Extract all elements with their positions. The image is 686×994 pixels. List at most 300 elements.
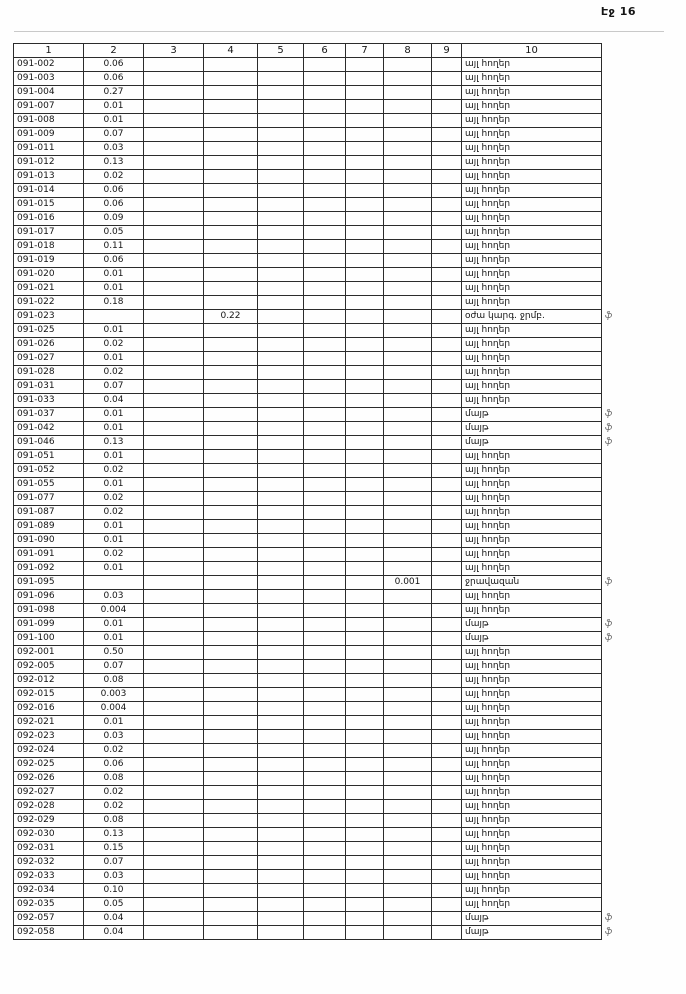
margin-note: ֆ	[605, 619, 613, 629]
cell-col8	[384, 450, 432, 464]
cell-col5	[258, 660, 304, 674]
cell-col2: 0.05	[84, 226, 144, 240]
cell-col5	[258, 86, 304, 100]
cell-col2: 0.01	[84, 632, 144, 646]
cell-col9	[432, 506, 462, 520]
cell-col8	[384, 212, 432, 226]
cell-col5	[258, 772, 304, 786]
cell-col7	[346, 730, 384, 744]
cell-col4	[204, 702, 258, 716]
cell-col4	[204, 464, 258, 478]
cell-col6	[304, 170, 346, 184]
cell-col6	[304, 688, 346, 702]
cell-col4	[204, 576, 258, 590]
cell-col4	[204, 226, 258, 240]
table-row	[14, 576, 620, 590]
cell-col2: 0.04	[84, 394, 144, 408]
cell-col1: 091-011	[14, 142, 84, 156]
cell-col1: 092-005	[14, 660, 84, 674]
cell-col3	[144, 58, 204, 72]
cell-col6	[304, 478, 346, 492]
cell-col9	[432, 156, 462, 170]
cell-col3	[144, 352, 204, 366]
cell-col2	[84, 310, 144, 324]
cell-col1: 092-021	[14, 716, 84, 730]
cell-col8	[384, 814, 432, 828]
cell-col8	[384, 478, 432, 492]
cell-col7	[346, 100, 384, 114]
cell-col5	[258, 156, 304, 170]
cell-col5	[258, 380, 304, 394]
cell-col9	[432, 408, 462, 422]
cell-col10: այլ հողեր	[462, 660, 602, 674]
cell-col3	[144, 296, 204, 310]
cell-col2: 0.01	[84, 618, 144, 632]
cell-col8	[384, 604, 432, 618]
cell-col4	[204, 534, 258, 548]
cell-col7	[346, 772, 384, 786]
cell-col2: 0.01	[84, 520, 144, 534]
cell-col8	[384, 646, 432, 660]
cell-col8	[384, 170, 432, 184]
cell-col9	[432, 842, 462, 856]
cell-col5	[258, 100, 304, 114]
cell-col3	[144, 800, 204, 814]
cell-col1: 091-095	[14, 576, 84, 590]
table-row	[14, 562, 620, 576]
cell-col8	[384, 926, 432, 940]
cell-col7	[346, 422, 384, 436]
cell-col5	[258, 492, 304, 506]
cell-col8	[384, 828, 432, 842]
cell-col3	[144, 464, 204, 478]
cell-col6	[304, 604, 346, 618]
cell-col10: այլ հողեր	[462, 184, 602, 198]
cell-col1: 091-025	[14, 324, 84, 338]
cell-col9	[432, 310, 462, 324]
cell-col8	[384, 366, 432, 380]
table-row	[14, 198, 620, 212]
cell-col9	[432, 548, 462, 562]
table-row	[14, 898, 620, 912]
cell-col10: մայթ	[462, 926, 602, 940]
cell-col9	[432, 422, 462, 436]
cell-col4	[204, 408, 258, 422]
cell-col10: մայթ	[462, 408, 602, 422]
margin-note	[602, 100, 620, 114]
margin-note	[602, 534, 620, 548]
cell-col1: 092-032	[14, 856, 84, 870]
cell-col4	[204, 828, 258, 842]
cell-col5	[258, 198, 304, 212]
cell-col5	[258, 254, 304, 268]
cell-col4	[204, 730, 258, 744]
cell-col3	[144, 142, 204, 156]
cell-col2: 0.01	[84, 268, 144, 282]
column-header-5: 5	[258, 44, 304, 58]
table-row	[14, 590, 620, 604]
cell-col9	[432, 772, 462, 786]
cell-col1: 091-015	[14, 198, 84, 212]
cell-col3	[144, 254, 204, 268]
column-header-7: 7	[346, 44, 384, 58]
cell-col8	[384, 58, 432, 72]
cell-col2: 0.09	[84, 212, 144, 226]
cell-col5	[258, 702, 304, 716]
table-row	[14, 212, 620, 226]
cell-col1: 091-096	[14, 590, 84, 604]
cell-col2: 0.01	[84, 352, 144, 366]
cell-col6	[304, 240, 346, 254]
margin-note	[602, 786, 620, 800]
cell-col6	[304, 142, 346, 156]
cell-col4	[204, 814, 258, 828]
cell-col9	[432, 716, 462, 730]
margin-note	[602, 562, 620, 576]
cell-col10: մայթ	[462, 436, 602, 450]
cell-col7	[346, 296, 384, 310]
cell-col7	[346, 408, 384, 422]
cell-col10: այլ հողեր	[462, 884, 602, 898]
table-row	[14, 142, 620, 156]
cell-col7	[346, 338, 384, 352]
table-row	[14, 492, 620, 506]
cell-col5	[258, 744, 304, 758]
cell-col8	[384, 744, 432, 758]
cell-col1: 091-016	[14, 212, 84, 226]
cell-col6	[304, 394, 346, 408]
cell-col6	[304, 212, 346, 226]
cell-col9	[432, 660, 462, 674]
cell-col3	[144, 576, 204, 590]
margin-note	[602, 688, 620, 702]
cell-col4	[204, 478, 258, 492]
cell-col5	[258, 716, 304, 730]
margin-note	[602, 548, 620, 562]
cell-col7	[346, 492, 384, 506]
cell-col7	[346, 660, 384, 674]
table-row	[14, 828, 620, 842]
cell-col8	[384, 86, 432, 100]
cell-col9	[432, 562, 462, 576]
cell-col4	[204, 758, 258, 772]
cell-col6	[304, 814, 346, 828]
cell-col6	[304, 366, 346, 380]
table-row	[14, 758, 620, 772]
cell-col1: 092-057	[14, 912, 84, 926]
cell-col7	[346, 506, 384, 520]
cell-col6	[304, 58, 346, 72]
cell-col8	[384, 520, 432, 534]
cell-col7	[346, 842, 384, 856]
cell-col2: 0.10	[84, 884, 144, 898]
cell-col2: 0.02	[84, 492, 144, 506]
cell-col7	[346, 142, 384, 156]
cell-col4	[204, 394, 258, 408]
cell-col4	[204, 422, 258, 436]
cell-col10: այլ հողեր	[462, 156, 602, 170]
cell-col5	[258, 184, 304, 198]
table-row	[14, 296, 620, 310]
cell-col4	[204, 926, 258, 940]
cell-col2: 0.02	[84, 170, 144, 184]
cell-col5	[258, 450, 304, 464]
cell-col6	[304, 506, 346, 520]
table-row	[14, 506, 620, 520]
cell-col10: ջրավազան	[462, 576, 602, 590]
cell-col3	[144, 198, 204, 212]
cell-col7	[346, 58, 384, 72]
cell-col1: 092-023	[14, 730, 84, 744]
cell-col8	[384, 534, 432, 548]
cell-col2: 0.02	[84, 744, 144, 758]
cell-col5	[258, 240, 304, 254]
margin-note	[602, 898, 620, 912]
cell-col1: 091-007	[14, 100, 84, 114]
cell-col9	[432, 394, 462, 408]
margin-note	[602, 870, 620, 884]
cell-col9	[432, 604, 462, 618]
cell-col8	[384, 296, 432, 310]
cell-col5	[258, 520, 304, 534]
cell-col1: 091-042	[14, 422, 84, 436]
cell-col5	[258, 338, 304, 352]
cell-col6	[304, 744, 346, 758]
cell-col3	[144, 842, 204, 856]
cell-col4	[204, 100, 258, 114]
cell-col8	[384, 282, 432, 296]
cell-col6	[304, 772, 346, 786]
cell-col2: 0.18	[84, 296, 144, 310]
cell-col9	[432, 926, 462, 940]
table-row	[14, 114, 620, 128]
cell-col1: 091-099	[14, 618, 84, 632]
cell-col6	[304, 632, 346, 646]
cell-col1: 091-021	[14, 282, 84, 296]
cell-col5	[258, 576, 304, 590]
cell-col5	[258, 268, 304, 282]
cell-col4	[204, 492, 258, 506]
cell-col7	[346, 688, 384, 702]
cell-col8	[384, 674, 432, 688]
cell-col5	[258, 800, 304, 814]
cell-col9	[432, 142, 462, 156]
cell-col9	[432, 296, 462, 310]
margin-note	[602, 58, 620, 72]
cell-col3	[144, 380, 204, 394]
cell-col8	[384, 772, 432, 786]
cell-col7	[346, 310, 384, 324]
cell-col9	[432, 870, 462, 884]
column-header-9: 9	[432, 44, 462, 58]
cell-col4	[204, 898, 258, 912]
cell-col7	[346, 212, 384, 226]
cell-col7	[346, 198, 384, 212]
cell-col10: այլ հողեր	[462, 170, 602, 184]
cell-col10: այլ հողեր	[462, 128, 602, 142]
cell-col4	[204, 506, 258, 520]
cell-col3	[144, 170, 204, 184]
cell-col1: 091-033	[14, 394, 84, 408]
table-row	[14, 282, 620, 296]
cell-col10: այլ հողեր	[462, 898, 602, 912]
cell-col9	[432, 198, 462, 212]
margin-note	[602, 730, 620, 744]
cell-col3	[144, 870, 204, 884]
cell-col7	[346, 618, 384, 632]
cell-col7	[346, 758, 384, 772]
cell-col4	[204, 716, 258, 730]
table-row	[14, 338, 620, 352]
cell-col6	[304, 100, 346, 114]
cell-col10: այլ հողեր	[462, 296, 602, 310]
cell-col7	[346, 520, 384, 534]
cell-col4	[204, 198, 258, 212]
margin-note	[602, 660, 620, 674]
cell-col6	[304, 576, 346, 590]
cell-col6	[304, 156, 346, 170]
cell-col1: 091-037	[14, 408, 84, 422]
margin-note	[602, 170, 620, 184]
cell-col4	[204, 436, 258, 450]
cell-col6	[304, 828, 346, 842]
cell-col4: 0.22	[204, 310, 258, 324]
cell-col9	[432, 282, 462, 296]
cell-col3	[144, 856, 204, 870]
margin-note	[602, 114, 620, 128]
table-row	[14, 688, 620, 702]
cell-col4	[204, 870, 258, 884]
cell-col1: 091-003	[14, 72, 84, 86]
cell-col3	[144, 338, 204, 352]
cell-col9	[432, 380, 462, 394]
cell-col1: 092-035	[14, 898, 84, 912]
cell-col6	[304, 548, 346, 562]
cell-col10: այլ հողեր	[462, 730, 602, 744]
cell-col10: այլ հողեր	[462, 646, 602, 660]
cell-col2: 0.11	[84, 240, 144, 254]
cell-col5	[258, 562, 304, 576]
cell-col7	[346, 884, 384, 898]
table-row	[14, 240, 620, 254]
cell-col4	[204, 212, 258, 226]
cell-col10: այլ հողեր	[462, 772, 602, 786]
cell-col10: այլ հողեր	[462, 142, 602, 156]
cell-col4	[204, 632, 258, 646]
cell-col3	[144, 506, 204, 520]
cell-col5	[258, 898, 304, 912]
cell-col3	[144, 478, 204, 492]
cell-col2: 0.13	[84, 828, 144, 842]
cell-col6	[304, 702, 346, 716]
cell-col4	[204, 660, 258, 674]
cell-col9	[432, 478, 462, 492]
cell-col1: 091-023	[14, 310, 84, 324]
cell-col9	[432, 702, 462, 716]
cell-col2: 0.01	[84, 100, 144, 114]
cell-col8	[384, 338, 432, 352]
cell-col6	[304, 282, 346, 296]
cell-col9	[432, 450, 462, 464]
cell-col2: 0.13	[84, 156, 144, 170]
cell-col1: 092-026	[14, 772, 84, 786]
cell-col8	[384, 800, 432, 814]
cell-col10: այլ հողեր	[462, 212, 602, 226]
cell-col4	[204, 786, 258, 800]
table-row	[14, 408, 620, 422]
cell-col10: այլ հողեր	[462, 72, 602, 86]
cell-col10: այլ հողեր	[462, 254, 602, 268]
margin-note	[602, 86, 620, 100]
table-row	[14, 128, 620, 142]
cell-col9	[432, 184, 462, 198]
cell-col3	[144, 534, 204, 548]
cell-col10: այլ հողեր	[462, 114, 602, 128]
table-row	[14, 72, 620, 86]
table-row	[14, 716, 620, 730]
cell-col10: այլ հողեր	[462, 492, 602, 506]
cell-col2: 0.004	[84, 604, 144, 618]
cell-col6	[304, 408, 346, 422]
cell-col2: 0.01	[84, 478, 144, 492]
cell-col3	[144, 520, 204, 534]
cell-col5	[258, 408, 304, 422]
cell-col4	[204, 240, 258, 254]
cell-col10: այլ հողեր	[462, 674, 602, 688]
cell-col10: այլ հողեր	[462, 800, 602, 814]
cell-col2: 0.13	[84, 436, 144, 450]
cell-col9	[432, 856, 462, 870]
cell-col7	[346, 86, 384, 100]
cell-col9	[432, 226, 462, 240]
table-row	[14, 170, 620, 184]
cell-col3	[144, 408, 204, 422]
margin-note: ֆ	[605, 927, 613, 937]
cell-col2: 0.07	[84, 380, 144, 394]
cell-col3	[144, 226, 204, 240]
cell-col8	[384, 380, 432, 394]
cell-col10: այլ հողեր	[462, 604, 602, 618]
cell-col1: 091-018	[14, 240, 84, 254]
cell-col2: 0.06	[84, 184, 144, 198]
cell-col2: 0.02	[84, 548, 144, 562]
cell-col2: 0.02	[84, 800, 144, 814]
cell-col10: այլ հողեր	[462, 814, 602, 828]
land-register-table	[13, 43, 620, 940]
cell-col2: 0.02	[84, 786, 144, 800]
margin-note	[602, 352, 620, 366]
cell-col8	[384, 702, 432, 716]
cell-col5	[258, 170, 304, 184]
cell-col3	[144, 926, 204, 940]
cell-col6	[304, 226, 346, 240]
cell-col7	[346, 268, 384, 282]
cell-col3	[144, 492, 204, 506]
cell-col8	[384, 716, 432, 730]
cell-col2: 0.04	[84, 912, 144, 926]
cell-col1: 091-077	[14, 492, 84, 506]
cell-col1: 091-089	[14, 520, 84, 534]
margin-note	[602, 758, 620, 772]
cell-col6	[304, 296, 346, 310]
cell-col7	[346, 716, 384, 730]
cell-col10: այլ հողեր	[462, 380, 602, 394]
cell-col9	[432, 744, 462, 758]
cell-col8	[384, 408, 432, 422]
cell-col9	[432, 618, 462, 632]
cell-col2: 0.03	[84, 142, 144, 156]
cell-col5	[258, 506, 304, 520]
